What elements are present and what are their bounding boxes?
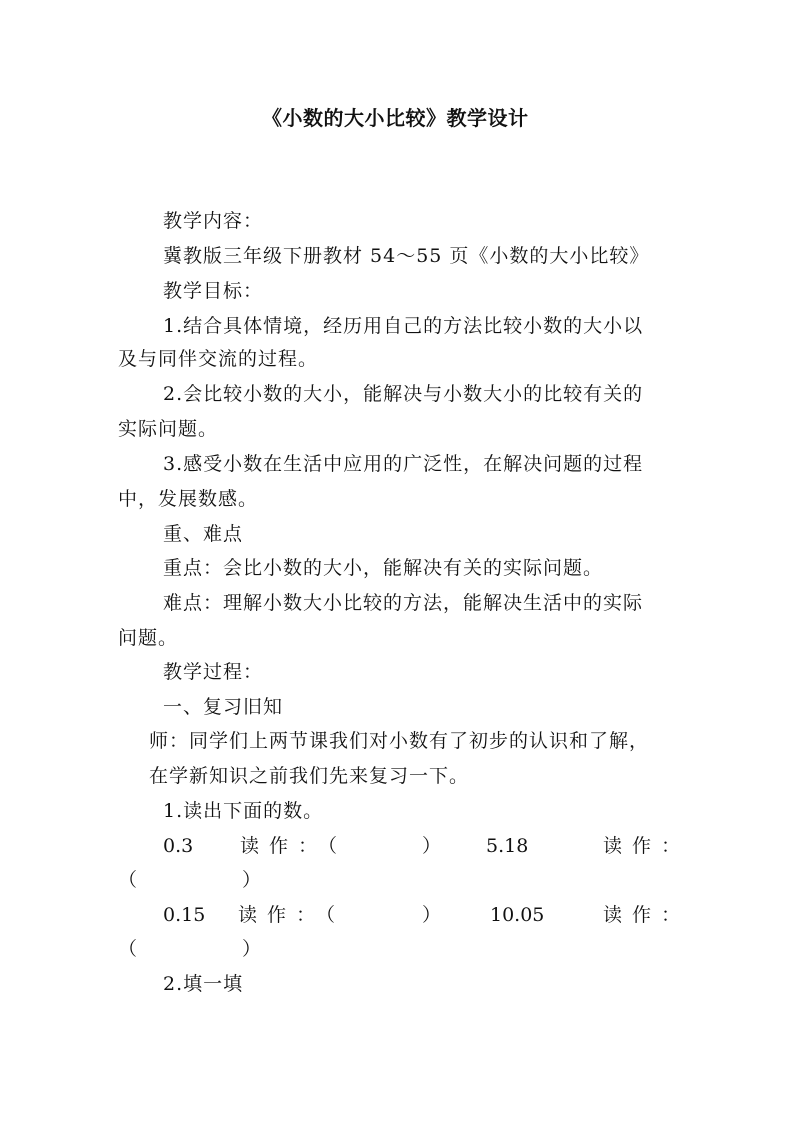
section-heading-process: 教学过程： <box>163 661 264 683</box>
paragraph-line: 2.会比较小数的大小，能解决与小数大小的比较有关的 <box>163 383 644 405</box>
paragraph-line: 难点：理解小数大小比较的方法，能解决生活中的实际 <box>163 592 644 614</box>
paren-open: （ <box>318 835 338 857</box>
paragraph-line: 冀教版三年级下册教材 54～55 页《小数的大小比较》 <box>163 245 650 267</box>
read-as-label: 读 作 ： <box>240 835 320 857</box>
paragraph-line: 在学新知识之前我们先来复习一下。 <box>149 765 470 787</box>
exercise-row-continued <box>0 868 794 892</box>
paren-open: （ <box>118 869 138 891</box>
number: 0.3 <box>163 835 194 857</box>
paragraph-line: 中，发展数感。 <box>118 488 259 510</box>
read-as-label: 读 作 ： <box>603 835 683 857</box>
paren-open: （ <box>316 904 336 926</box>
paragraph-line: 实际问题。 <box>118 418 219 440</box>
number: 10.05 <box>490 904 545 926</box>
subsection-heading: 一、复习旧知 <box>163 696 284 718</box>
exercise-row-continued <box>0 937 794 961</box>
paragraph-line: 重点：会比小数的大小，能解决有关的实际问题。 <box>163 557 604 579</box>
section-heading-key-points: 重、难点 <box>163 523 244 545</box>
document-title: 《小数的大小比较》教学设计 <box>262 106 529 130</box>
number: 0.15 <box>163 904 206 926</box>
read-as-label: 读 作 ： <box>238 904 318 926</box>
paragraph-line: 师：同学们上两节课我们对小数有了初步的认识和了解， <box>149 730 650 752</box>
paren-close: ） <box>422 904 442 926</box>
paragraph-line: 3.感受小数在生活中应用的广泛性，在解决问题的过程 <box>163 453 644 475</box>
section-heading-content: 教学内容： <box>163 210 264 232</box>
exercise-row <box>0 903 794 927</box>
exercise-row <box>0 834 794 858</box>
paragraph-line: 1.结合具体情境，经历用自己的方法比较小数的大小以 <box>163 315 644 337</box>
paren-close: ） <box>422 835 442 857</box>
paren-close: ） <box>242 869 262 891</box>
paragraph-line: 问题。 <box>118 627 179 649</box>
section-heading-objectives: 教学目标： <box>163 280 264 302</box>
read-as-label: 读 作 ： <box>603 904 683 926</box>
number: 5.18 <box>486 835 529 857</box>
exercise-heading: 1.读出下面的数。 <box>163 800 324 822</box>
paren-open: （ <box>118 938 138 960</box>
paren-close: ） <box>242 938 262 960</box>
paragraph-line: 及与同伴交流的过程。 <box>118 348 319 370</box>
exercise-heading: 2.填一填 <box>163 973 244 995</box>
